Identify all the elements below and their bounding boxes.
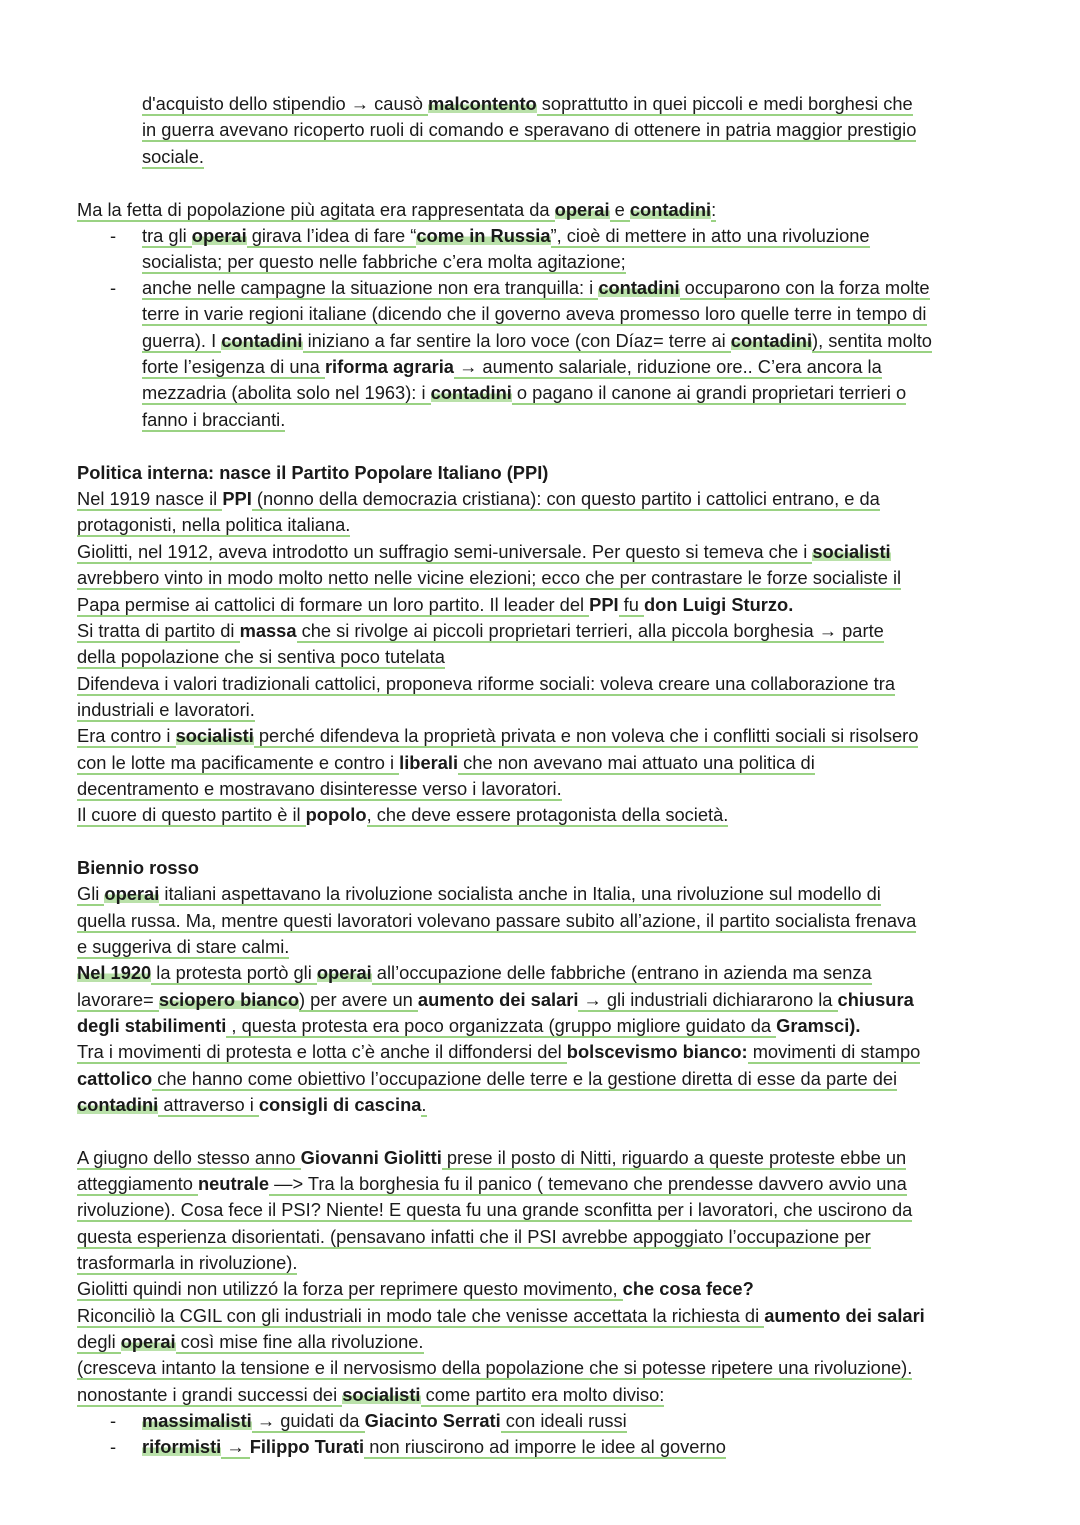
list-item-line: guerra). I contadini iniziano a far sentire la loro voce (con Díaz= terre ai contadini), sentita molto — [142, 330, 932, 351]
paragraph-line: quella russa. Ma, mentre questi lavoratori volevano passare subito all’azione, il partito socialista frenava — [77, 910, 917, 931]
paragraph-line: della popolazione che si sentiva poco tutelata — [77, 646, 445, 667]
paragraph-line: Era contro i socialisti perché difendeva la proprietà privata e non voleva che i conflitti sociali si risolsero — [77, 725, 919, 746]
paragraph-line: trasformarla in rivoluzione). — [77, 1252, 298, 1273]
paragraph-line: degli stabilimenti , questa protesta era poco organizzata (gruppo migliore guidato da Gramsci). — [77, 1015, 861, 1036]
paragraph-line: in guerra avevano ricoperto ruoli di comando e speravano di ottenere in patria maggior prestigio — [142, 119, 917, 140]
paragraph-line: Ma la fetta di popolazione più agitata era rappresentata da operai e contadini: — [77, 199, 717, 220]
paragraph-line: lavorare= sciopero bianco) per avere un aumento dei salari → gli industriali dichiararono la chiusura — [77, 989, 914, 1010]
paragraph-line: Riconciliò la CGIL con gli industriali in modo tale che venisse accettata la richiesta di aumento dei salari — [77, 1305, 925, 1326]
paragraph-line: avrebbero vinto in modo molto netto nelle vicine elezioni; ecco che per contrastare le forze socialiste il — [77, 567, 902, 588]
paragraph-line: Si tratta di partito di massa che si rivolge ai piccoli proprietari terrieri, alla piccola borghesia → parte — [77, 620, 884, 641]
paragraph-line: Gli operai italiani aspettavano la rivoluzione socialista anche in Italia, una rivoluzione sul modello di — [77, 883, 881, 904]
list-item: massimalisti → guidati da Giacinto Serrati con ideali russi — [142, 1410, 627, 1431]
paragraph-line: Giolitti, nel 1912, aveva introdotto un suffragio semi-universale. Per questo si temeva che i socialisti — [77, 541, 891, 562]
list-item-line: fanno i braccianti. — [142, 409, 286, 430]
paragraph-line: industriali e lavoratori. — [77, 699, 255, 720]
list-item: tra gli operai girava l’idea di fare “come in Russia”, cioè di mettere in atto una rivoluzione — [142, 225, 870, 246]
list-item: anche nelle campagne la situazione non era tranquilla: i contadini occuparono con la forza molte — [142, 277, 930, 298]
paragraph-line: degli operai così mise fine alla rivoluzione. — [77, 1331, 424, 1352]
paragraph-line: Papa permise ai cattolici di formare un loro partito. Il leader del PPI fu don Luigi Sturzo. — [77, 594, 794, 615]
paragraph-line: sociale. — [142, 146, 204, 167]
paragraph-line: Nel 1920 la protesta portò gli operai all’occupazione delle fabbriche (entrano in azienda ma senza — [77, 962, 872, 983]
paragraph-line: Difendeva i valori tradizionali cattolici, proponeva riforme sociali: voleva creare una collaborazione tra — [77, 673, 895, 694]
list-item: riformisti → Filippo Turati non riuscirono ad imporre le idee al governo — [142, 1436, 726, 1457]
section-heading-ppi: Politica interna: nasce il Partito Popolare Italiano (PPI) — [77, 462, 549, 483]
paragraph-line: rivoluzione). Cosa fece il PSI? Niente! E questa fu una grande sconfitta per i lavoratori, che uscirono da — [77, 1199, 913, 1220]
paragraph-line: cattolico che hanno come obiettivo l’occupazione delle terre e la gestione diretta di esse da parte dei — [77, 1068, 898, 1089]
paragraph-line: protagonisti, nella politica italiana. — [77, 514, 351, 535]
paragraph-line: d'acquisto dello stipendio → causò malcontento soprattutto in quei piccoli e medi borghesi che — [142, 93, 913, 114]
paragraph-line: contadini attraverso i consigli di cascina. — [77, 1094, 427, 1115]
paragraph-line: atteggiamento neutrale —> Tra la borghesia fu il panico ( temevano che prendesse davvero avvio una — [77, 1173, 907, 1194]
paragraph-line: (cresceva intanto la tensione e il nervosismo della popolazione che si potesse ripetere una rivoluzione). — [77, 1357, 913, 1378]
list-item-line: socialista; per questo nelle fabbriche c’era molta agitazione; — [142, 251, 626, 272]
bullet-marker: - — [110, 225, 117, 246]
paragraph-line: A giugno dello stesso anno Giovanni Giolitti prese il posto di Nitti, riguardo a queste proteste ebbe un — [77, 1147, 907, 1168]
list-item-line: mezzadria (abolita solo nel 1963): i contadini o pagano il canone ai grandi proprietari terrieri o — [142, 382, 907, 403]
bullet-marker: - — [110, 277, 117, 298]
paragraph-line: questa esperienza disorientati. (pensavano infatti che il PSI avrebbe appoggiato l’occupazione per — [77, 1226, 871, 1247]
paragraph-line: con le lotte ma pacificamente e contro i liberali che non avevano mai attuato una politica di — [77, 752, 815, 773]
section-heading-biennio-rosso: Biennio rosso — [77, 857, 199, 878]
paragraph-line: Il cuore di questo partito è il popolo, che deve essere protagonista della società. — [77, 804, 729, 825]
paragraph-line: e suggeriva di stare calmi. — [77, 936, 290, 957]
paragraph-line: decentramento e mostravano disinteresse verso i lavoratori. — [77, 778, 562, 799]
list-item-line: terre in varie regioni italiane (dicendo che il governo aveva promesso loro quelle terre in tempo di — [142, 303, 927, 324]
paragraph-line: nonostante i grandi successi dei socialisti come partito era molto diviso: — [77, 1384, 665, 1405]
paragraph-line: Nel 1919 nasce il PPI (nonno della democrazia cristiana): con questo partito i cattolici entrano, e da — [77, 488, 880, 509]
bullet-marker: - — [110, 1436, 117, 1457]
paragraph-line: Tra i movimenti di protesta e lotta c’è anche il diffondersi del bolscevismo bianco: movimenti di stampo — [77, 1041, 921, 1062]
bullet-marker: - — [110, 1410, 117, 1431]
list-item-line: forte l’esigenza di una riforma agraria → aumento salariale, riduzione ore.. C’era ancora la — [142, 356, 882, 377]
paragraph-line: Giolitti quindi non utilizzó la forza per reprimere questo movimento, che cosa fece? — [77, 1278, 754, 1299]
